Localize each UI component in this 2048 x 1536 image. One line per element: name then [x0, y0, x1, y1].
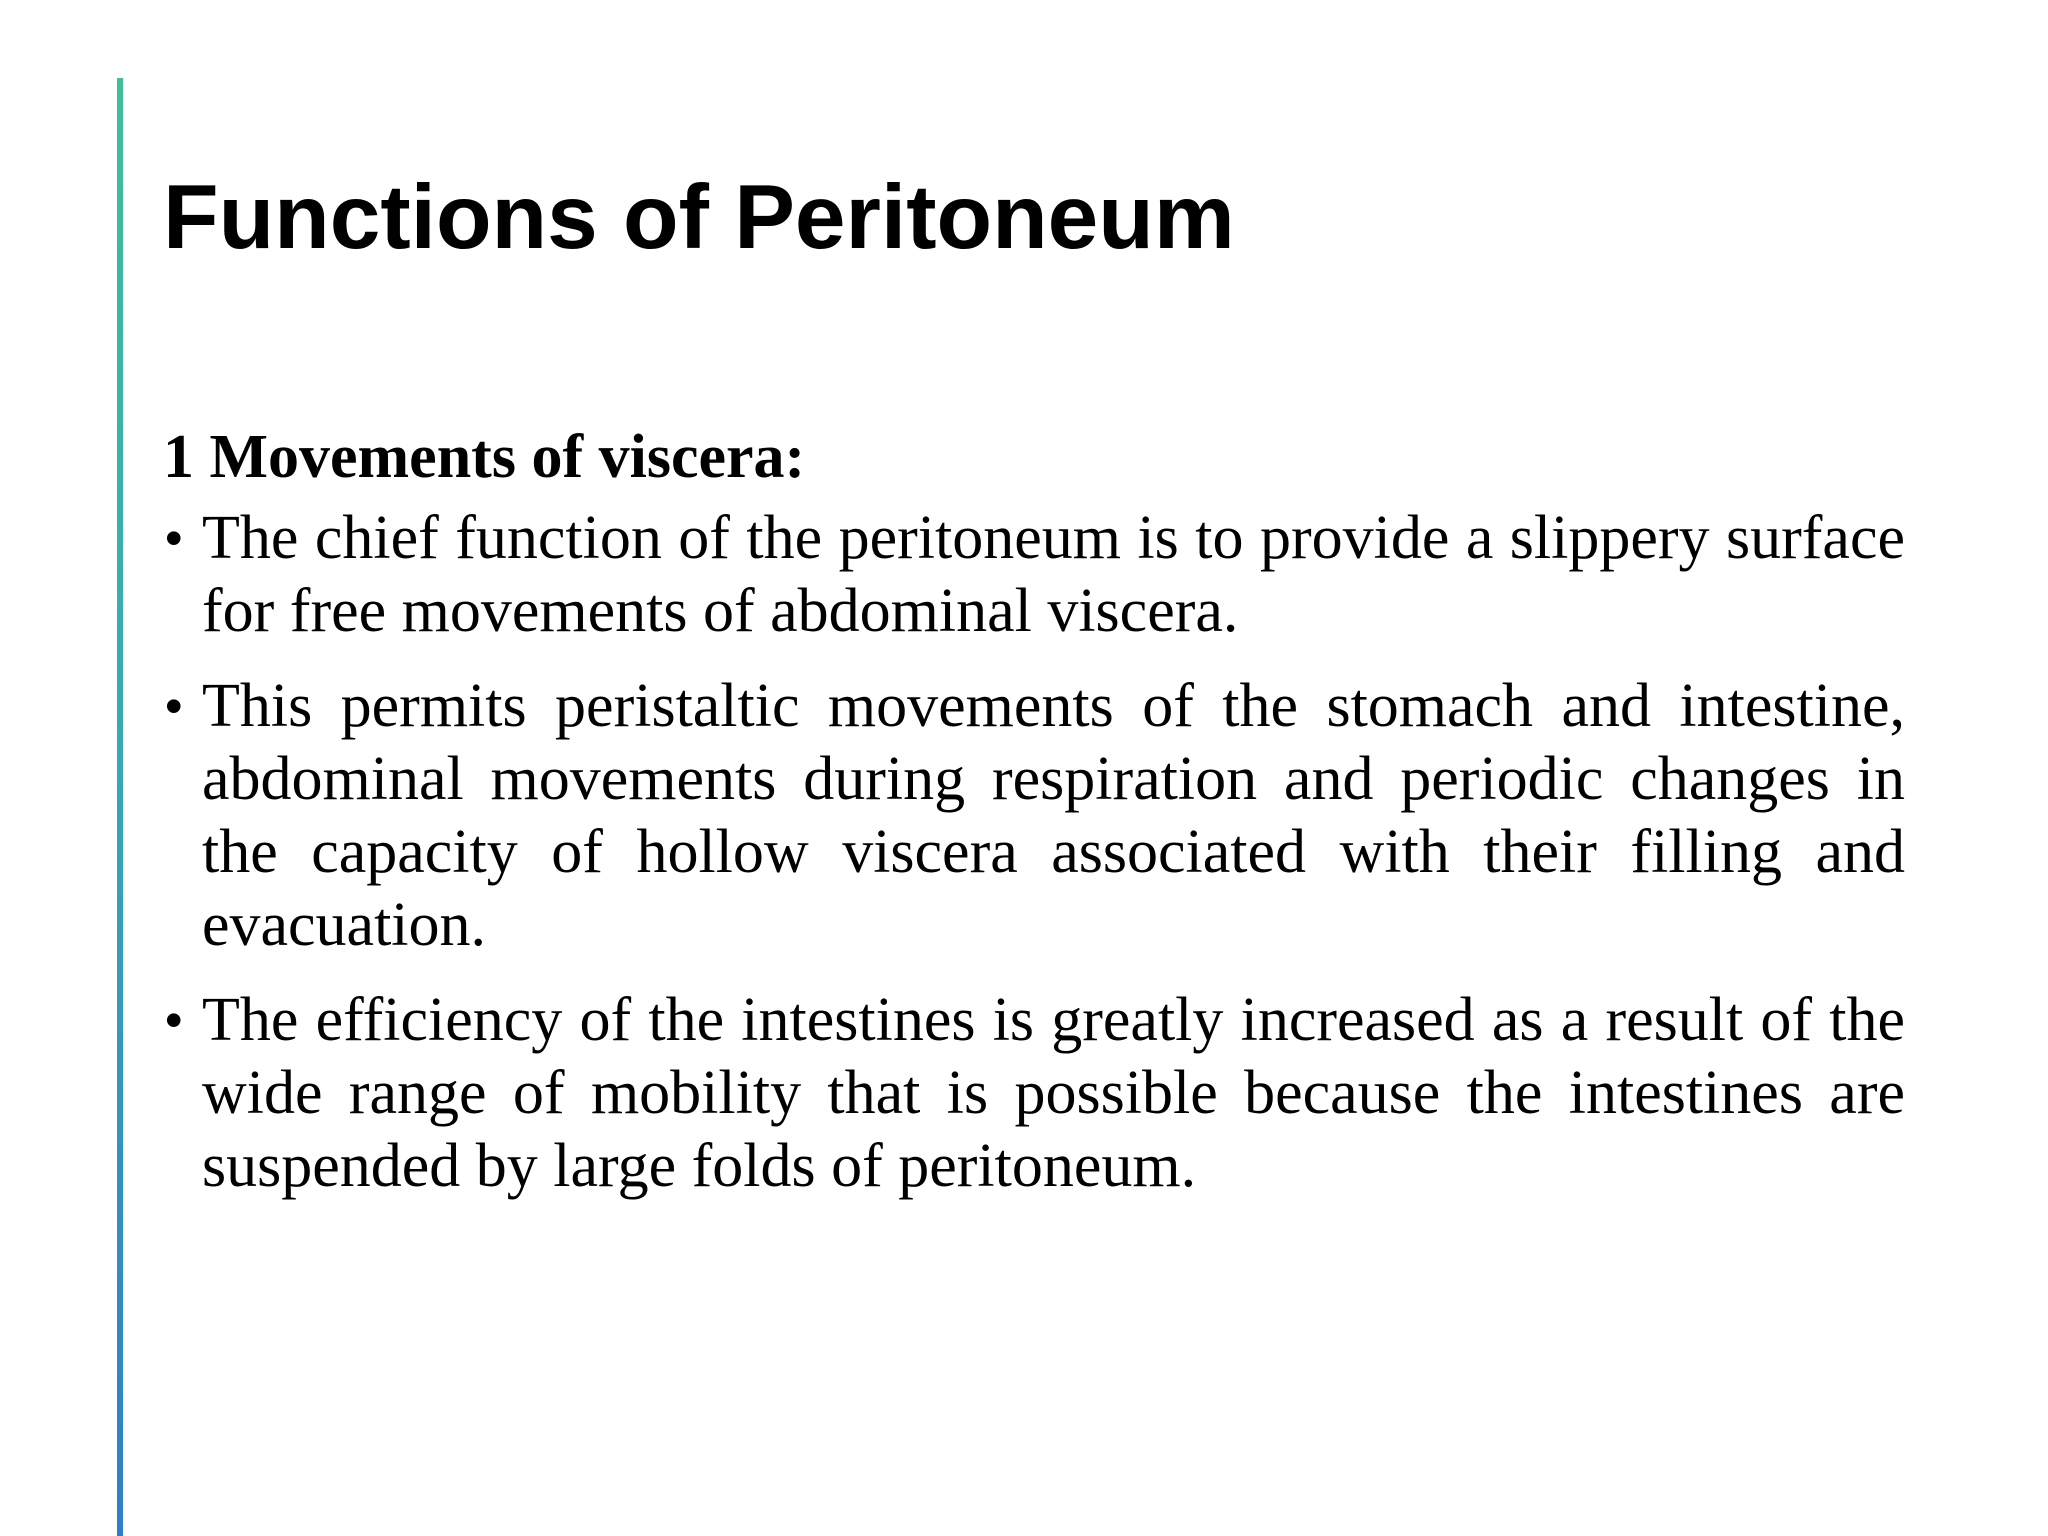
- bullet-item: [163, 984, 1905, 1203]
- section-heading: 1 Movements of viscera:: [163, 423, 806, 491]
- bullet-text: The chief function of the peritoneum is to provide a slippery surface for free movements of abdominal viscera.: [202, 504, 1905, 645]
- bullet-list: [163, 502, 1905, 1203]
- bullet-item: [163, 670, 1905, 962]
- bullet-item: [163, 502, 1905, 648]
- accent-bar: [117, 78, 123, 1536]
- slide-title: Functions of Peritoneum: [163, 167, 1235, 268]
- bullet-dot-icon: •: [165, 678, 183, 734]
- slide-content: [163, 418, 1905, 1225]
- bullet-dot-icon: •: [165, 510, 183, 566]
- bullet-text: The efficiency of the intestines is greatly increased as a result of the wide range of mobility that is possible because the intestines are suspended by large folds of peritoneum.: [202, 986, 1905, 1200]
- bullet-dot-icon: •: [165, 992, 183, 1048]
- bullet-text: This permits peristaltic movements of the stomach and intestine, abdominal movements during respiration and periodic changes in the capacity of hollow viscera associated with their filling and evacuation.: [202, 672, 1905, 959]
